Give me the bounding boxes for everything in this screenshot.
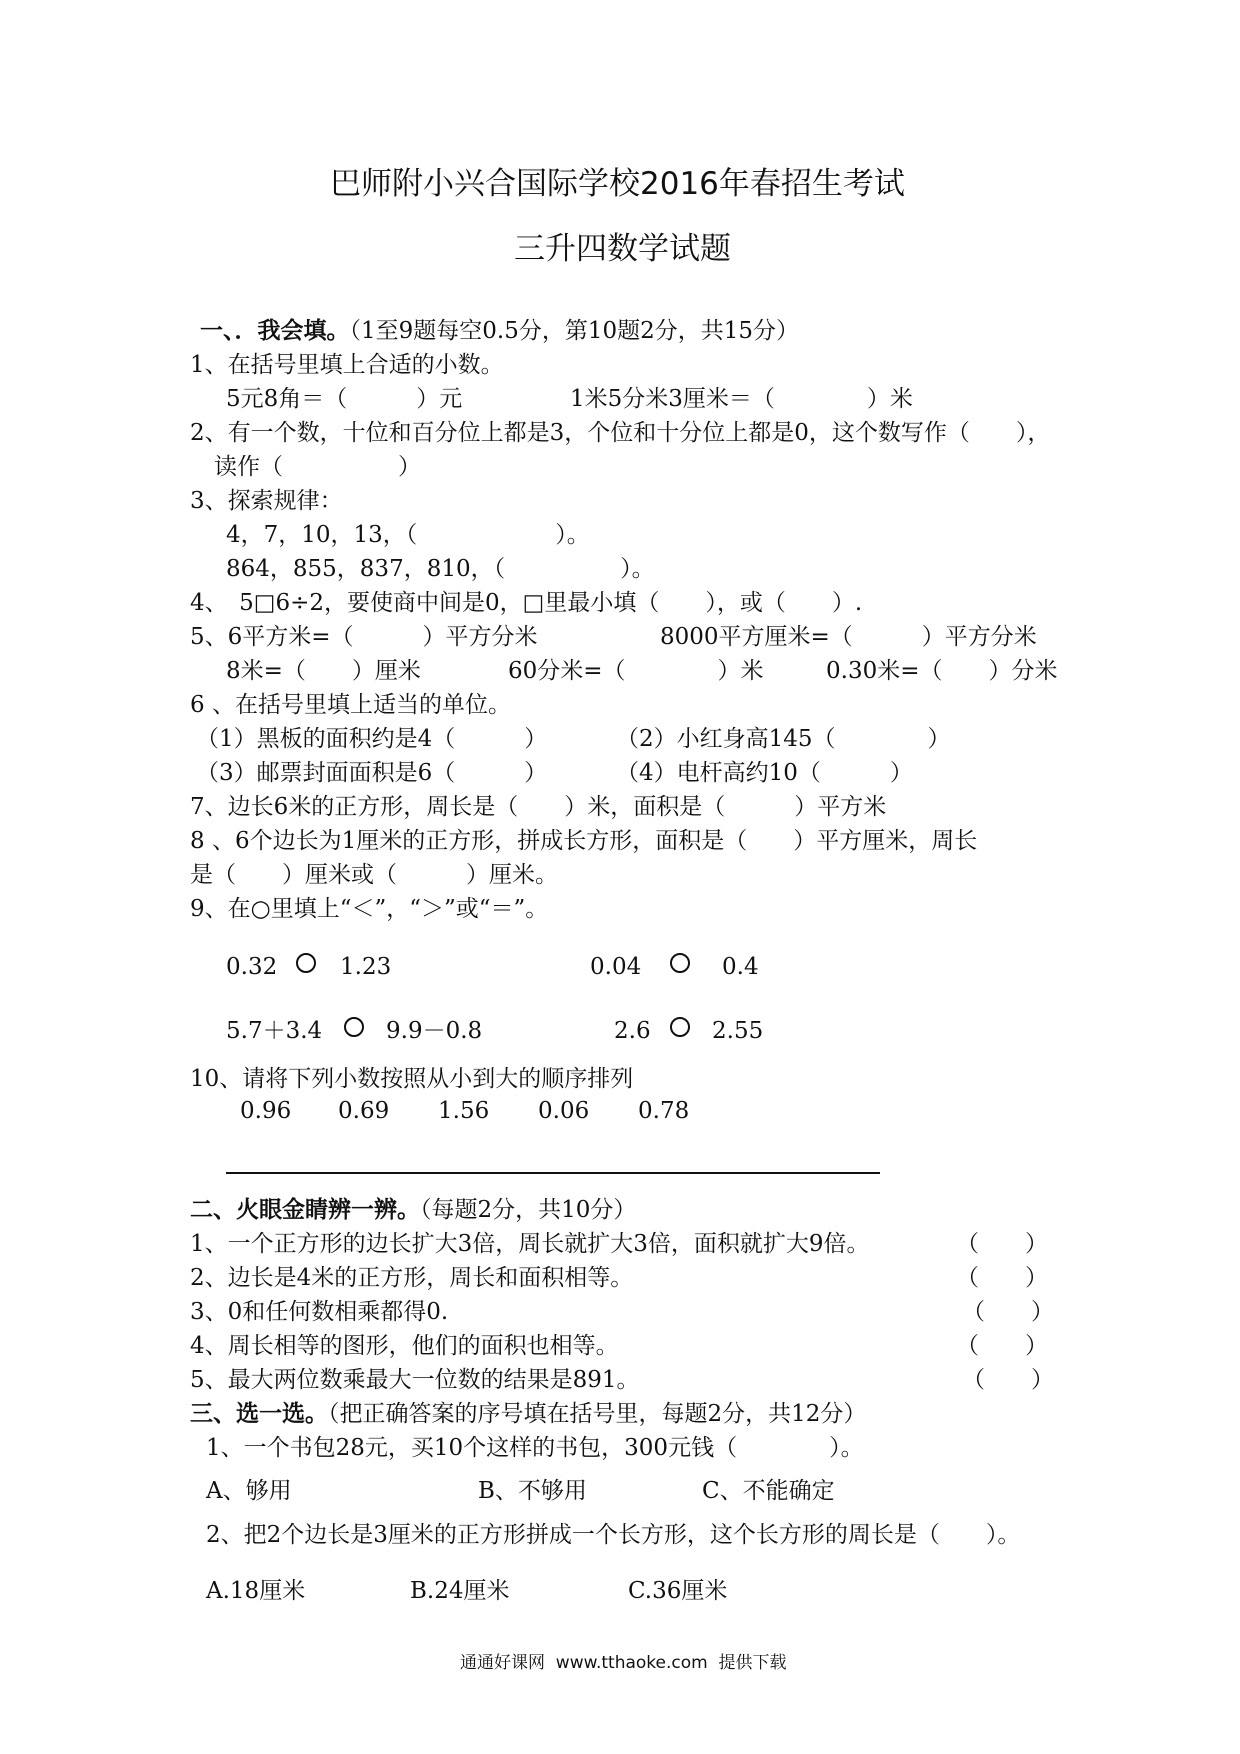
q1-1-prompt: 1、在括号里填上合适的小数。 [190, 352, 504, 378]
q1-1-item-a: 5元8角＝（ ）元 [226, 386, 463, 412]
compare-2-blank-circle [670, 953, 690, 973]
answer-line [226, 1172, 880, 1174]
compare-2-right: 0.4 [722, 954, 759, 980]
section-2-scoring-note: （每题2分，共10分） [420, 1197, 637, 1223]
q1-5-item-c: 8米=（ ）厘米 [226, 658, 421, 684]
section-3-heading: 三、选一选。（把正确答案的序号填在括号里，每题2分，共12分） [190, 1400, 867, 1427]
q1-5-item-b: 8000平方厘米=（ ）平方分米 [660, 624, 1037, 650]
exam-subtitle: 三升四数学试题 [514, 231, 731, 267]
compare-4-right: 2.55 [712, 1018, 764, 1044]
page-footer: 通通好课网 www.tthaoke.com 提供下载 [460, 1653, 787, 1673]
section-1-scoring-note: （1至9题每空0.5分，第10题2分，共15分） [349, 318, 800, 344]
q2-2-answer-paren: （ ） [956, 1265, 1048, 1291]
q1-1-item-b: 1米5分米3厘米＝（ ）米 [570, 386, 913, 412]
q2-1-answer-paren: （ ） [956, 1231, 1048, 1257]
section-1-heading: 一、．我会填。（1至9题每空0.5分，第10题2分，共15分） [200, 317, 800, 344]
q1-5-item-e: 0.30米=（ ）分米 [826, 658, 1058, 684]
q1-3-sequence-a: 4，7，10，13，（ ）。 [226, 522, 590, 548]
q2-2-statement: 2、边长是4米的正方形，周长和面积相等。 [190, 1265, 634, 1291]
q1-10-number-4: 0.06 [538, 1098, 590, 1124]
compare-4-left: 2.6 [614, 1018, 651, 1044]
compare-2-left: 0.04 [590, 954, 642, 980]
compare-3-right: 9.9－0.8 [386, 1018, 483, 1044]
q1-2-continuation: 读作（ ） [214, 454, 421, 480]
q2-1-statement: 1、一个正方形的边长扩大3倍，周长就扩大3倍，面积就扩大9倍。 [190, 1231, 870, 1257]
compare-1-blank-circle [296, 953, 316, 973]
section-2-heading: 二、火眼金睛辨一辨。（每题2分，共10分） [190, 1196, 637, 1223]
q2-3-statement: 3、0和任何数相乘都得0. [190, 1299, 449, 1325]
q1-5-item-a: 5、6平方米=（ ）平方分米 [190, 624, 538, 650]
q1-6-item-2: （2）小红身高145（ ） [616, 726, 951, 752]
exam-title: 巴师附小兴合国际学校2016年春招生考试 [330, 166, 905, 202]
q1-8-prompt: 8 、6个边长为1厘米的正方形，拼成长方形，面积是（ ）平方厘米，周长 [190, 828, 978, 854]
q3-1-prompt: 1、一个书包28元，买10个这样的书包，300元钱（ ）。 [206, 1435, 864, 1461]
q1-9-prompt: 9、在○里填上“＜”，“＞”或“＝”。 [190, 896, 549, 922]
q1-10-prompt: 10、请将下列小数按照从小到大的顺序排列 [190, 1066, 634, 1092]
q2-5-answer-paren: （ ） [962, 1367, 1054, 1393]
q1-2-prompt: 2、有一个数，十位和百分位上都是3，个位和十分位上都是0，这个数写作（ ）， [190, 420, 1051, 446]
compare-1-right: 1.23 [340, 954, 392, 980]
q2-4-statement: 4、周长相等的图形，他们的面积也相等。 [190, 1333, 619, 1359]
q1-5-item-d: 60分米=（ ）米 [508, 658, 764, 684]
q1-10-number-2: 0.69 [338, 1098, 390, 1124]
q3-2-option-b: B.24厘米 [410, 1578, 510, 1604]
section-3-scoring-note: （把正确答案的序号填在括号里，每题2分，共12分） [328, 1401, 867, 1427]
q1-7-prompt: 7、边长6米的正方形，周长是（ ）米，面积是（ ）平方米 [190, 794, 887, 820]
q3-2-prompt: 2、把2个边长是3厘米的正方形拼成一个长方形，这个长方形的周长是（ ）。 [206, 1522, 1021, 1548]
q1-6-prompt: 6 、在括号里填上适当的单位。 [190, 692, 511, 718]
q1-6-item-3: （3）邮票封面面积是6（ ） [196, 760, 548, 786]
compare-3-blank-circle [344, 1017, 364, 1037]
q1-3-sequence-b: 864，855，837，810，（ ）。 [226, 556, 655, 582]
q3-1-option-c: C、不能确定 [702, 1478, 835, 1504]
q1-4-prompt: 4、 5□6÷2，要使商中间是0，□里最小填（ ），或（ ）. [190, 590, 863, 616]
compare-4-blank-circle [670, 1017, 690, 1037]
q3-1-option-a: A、够用 [206, 1478, 292, 1504]
compare-1-left: 0.32 [226, 954, 278, 980]
q1-6-item-1: （1）黑板的面积约是4（ ） [196, 726, 548, 752]
q3-2-option-a: A.18厘米 [206, 1578, 306, 1604]
q2-3-answer-paren: （ ） [962, 1299, 1054, 1325]
q1-10-number-1: 0.96 [240, 1098, 292, 1124]
compare-3-left: 5.7＋3.4 [226, 1018, 323, 1044]
q2-4-answer-paren: （ ） [956, 1333, 1048, 1359]
q1-10-number-5: 0.78 [638, 1098, 690, 1124]
q2-5-statement: 5、最大两位数乘最大一位数的结果是891。 [190, 1367, 640, 1393]
q1-10-number-3: 1.56 [438, 1098, 490, 1124]
q1-8-continuation: 是（ ）厘米或（ ）厘米。 [190, 862, 558, 888]
q3-1-option-b: B、不够用 [478, 1478, 587, 1504]
q1-3-prompt: 3、探索规律： [190, 488, 343, 514]
q1-6-item-4: （4）电杆高约10（ ） [616, 760, 913, 786]
q3-2-option-c: C.36厘米 [628, 1578, 728, 1604]
